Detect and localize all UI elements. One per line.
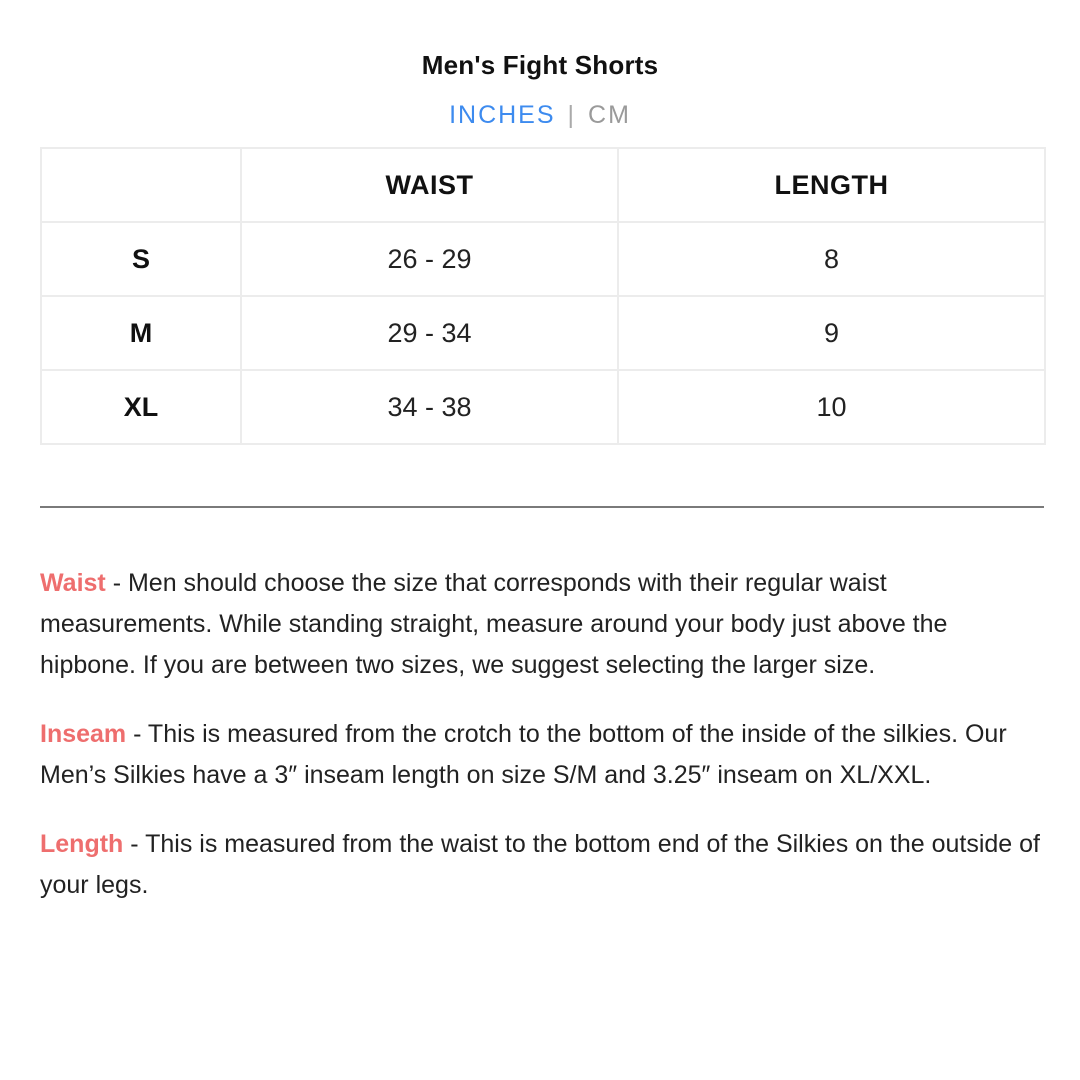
- size-cell: XL: [41, 370, 241, 444]
- measurement-notes: [40, 563, 1050, 934]
- note-length: [40, 824, 1050, 906]
- note-text: - This is measured from the waist to the bottom end of the Silkies on the outside of your legs.: [40, 830, 1041, 899]
- size-chart-title: Men's Fight Shorts: [421, 50, 659, 80]
- note-inseam: [40, 714, 1050, 796]
- table-row: [41, 222, 1045, 296]
- note-term: Waist: [40, 569, 106, 597]
- size-table: [40, 147, 1046, 445]
- note-waist: [40, 563, 1050, 686]
- table-header-row: [41, 148, 1045, 222]
- note-text: - Men should choose the size that corresponds with their regular waist measurements. While standing straight, measure around your body just above the hipbone. If you are between two sizes, we suggest selecting the larger size.: [40, 569, 948, 679]
- header-length: LENGTH: [618, 148, 1045, 222]
- unit-separator: |: [567, 101, 577, 129]
- note-term: Inseam: [40, 720, 127, 748]
- waist-cell: 34 - 38: [241, 370, 618, 444]
- size-cell: S: [41, 222, 241, 296]
- waist-cell: 26 - 29: [241, 222, 618, 296]
- length-cell: 8: [618, 222, 1045, 296]
- table-row: [41, 370, 1045, 444]
- size-cell: M: [41, 296, 241, 370]
- length-cell: 10: [618, 370, 1045, 444]
- note-text: - This is measured from the crotch to the bottom of the inside of the silkies. Our Men’s Silkies have a 3″ inseam length on size S/M and 3.25″ inseam on XL/XXL.: [40, 720, 1007, 789]
- unit-inches-option[interactable]: INCHES: [449, 101, 556, 129]
- section-divider: [40, 506, 1044, 508]
- waist-cell: 29 - 34: [241, 296, 618, 370]
- header-size: [41, 148, 241, 222]
- header-waist: WAIST: [241, 148, 618, 222]
- unit-cm-option[interactable]: CM: [588, 101, 631, 129]
- note-term: Length: [40, 830, 124, 858]
- length-cell: 9: [618, 296, 1045, 370]
- table-row: [41, 296, 1045, 370]
- unit-toggle: [0, 101, 1080, 130]
